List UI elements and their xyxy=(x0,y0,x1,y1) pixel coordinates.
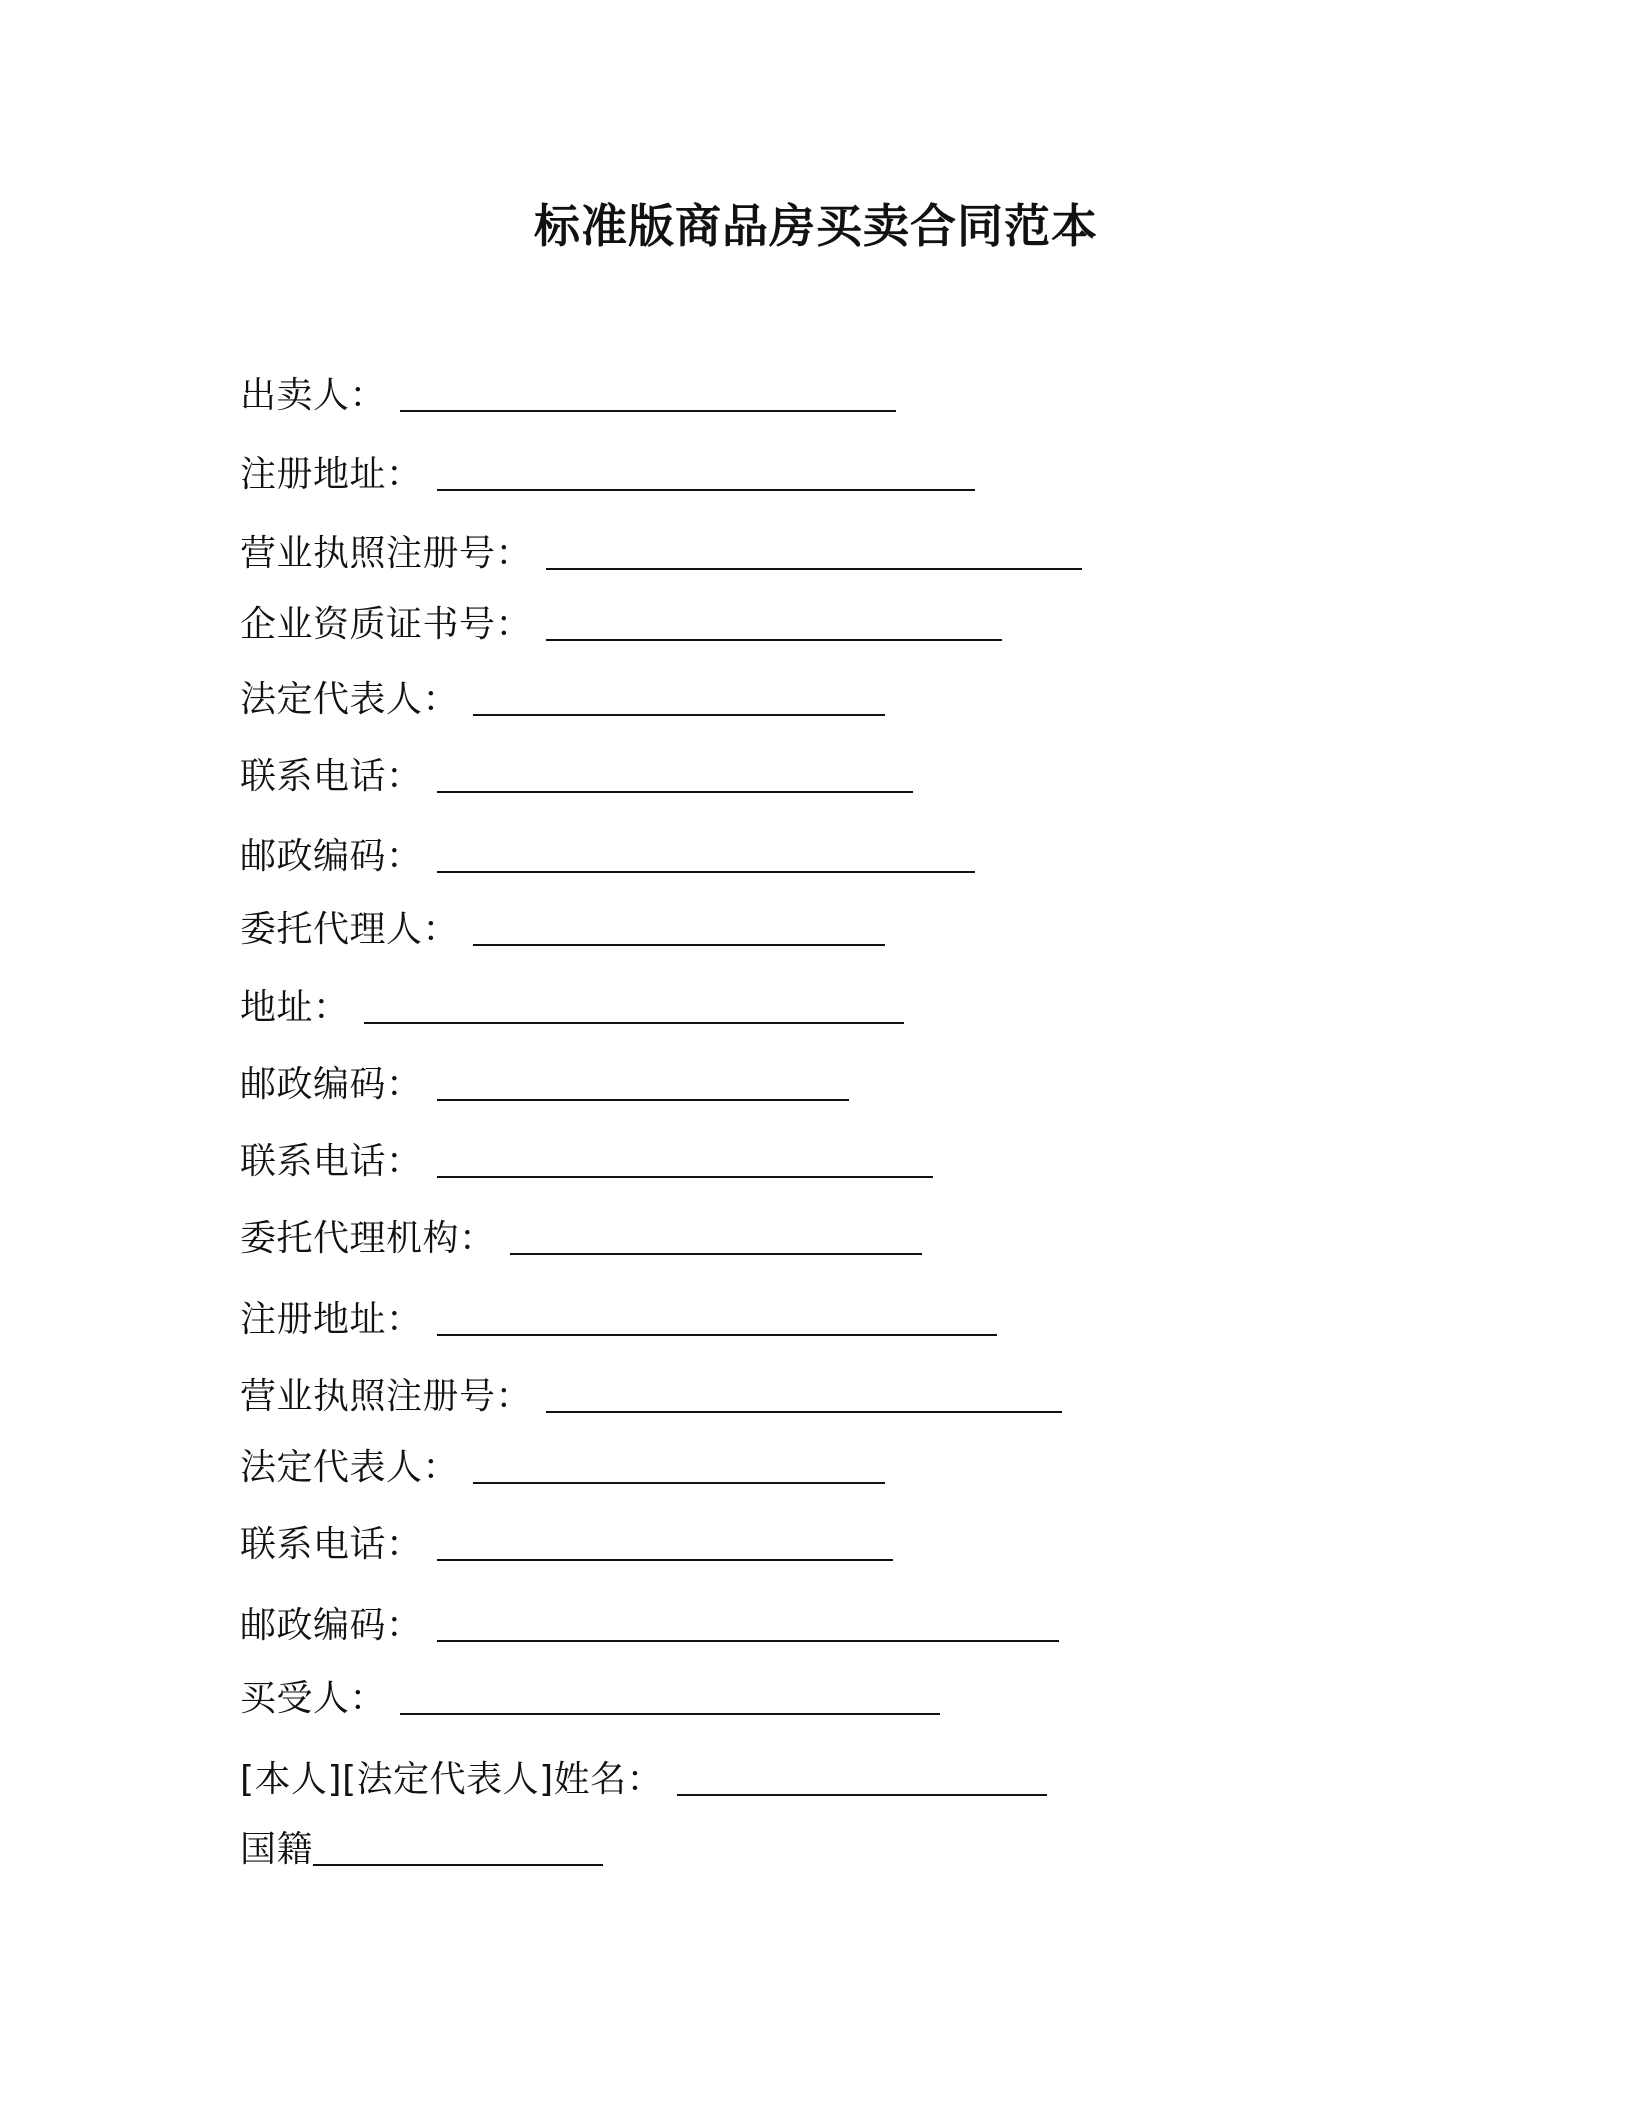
buyer-name-blank[interactable] xyxy=(677,1794,1047,1796)
nationality-blank[interactable] xyxy=(313,1864,603,1866)
agency-postcode-blank[interactable] xyxy=(437,1640,1059,1642)
agency-legal-rep-label: 法定代表人： xyxy=(240,1447,460,1488)
nationality-field xyxy=(240,1822,603,1876)
buyer-name-label: [本人][法定代表人]姓名： xyxy=(240,1759,664,1800)
seller-agent-blank[interactable] xyxy=(473,944,885,946)
agency-registered-address-field xyxy=(240,1292,997,1346)
buyer-label: 买受人： xyxy=(240,1678,387,1719)
seller-qualification-cert-field xyxy=(240,597,1002,651)
seller-registered-address-field xyxy=(240,447,975,501)
seller-legal-rep-label: 法定代表人： xyxy=(240,679,460,720)
agent-postcode-blank[interactable] xyxy=(437,1099,849,1101)
buyer-name-field xyxy=(240,1752,1047,1806)
seller-business-license-field xyxy=(240,526,1082,580)
seller-field xyxy=(240,368,896,422)
seller-registered-address-label: 注册地址： xyxy=(240,454,423,495)
seller-blank[interactable] xyxy=(400,410,896,412)
agency-registered-address-blank[interactable] xyxy=(437,1334,997,1336)
agency-business-license-field xyxy=(240,1369,1062,1423)
seller-legal-rep-blank[interactable] xyxy=(473,714,885,716)
agency-phone-label: 联系电话： xyxy=(240,1524,423,1565)
document-title: 标准版商品房买卖合同范本 xyxy=(534,199,1098,253)
agent-phone-blank[interactable] xyxy=(437,1176,933,1178)
seller-business-license-label: 营业执照注册号： xyxy=(240,533,533,574)
buyer-blank[interactable] xyxy=(400,1713,940,1715)
seller-agent-label: 委托代理人： xyxy=(240,909,460,950)
seller-qualification-cert-label: 企业资质证书号： xyxy=(240,604,533,645)
agent-address-field xyxy=(240,980,904,1034)
agency-legal-rep-field xyxy=(240,1440,885,1494)
agency-business-license-label: 营业执照注册号： xyxy=(240,1376,533,1417)
agency-blank[interactable] xyxy=(510,1253,922,1255)
agent-address-label: 地址： xyxy=(240,987,350,1028)
agency-registered-address-label: 注册地址： xyxy=(240,1299,423,1340)
seller-label: 出卖人： xyxy=(240,375,387,416)
agency-phone-field xyxy=(240,1517,893,1571)
seller-phone-label: 联系电话： xyxy=(240,756,423,797)
agency-label: 委托代理机构： xyxy=(240,1218,496,1259)
nationality-label: 国籍 xyxy=(240,1829,314,1870)
agency-business-license-blank[interactable] xyxy=(546,1411,1062,1413)
seller-postcode-label: 邮政编码： xyxy=(240,836,423,877)
seller-phone-field xyxy=(240,749,913,803)
agency-postcode-field xyxy=(240,1598,1059,1652)
agent-postcode-label: 邮政编码： xyxy=(240,1064,423,1105)
agent-phone-label: 联系电话： xyxy=(240,1141,423,1182)
seller-qualification-cert-blank[interactable] xyxy=(546,639,1002,641)
seller-registered-address-blank[interactable] xyxy=(437,489,975,491)
seller-legal-rep-field xyxy=(240,672,885,726)
agent-phone-field xyxy=(240,1134,933,1188)
seller-agent-field xyxy=(240,902,885,956)
seller-phone-blank[interactable] xyxy=(437,791,913,793)
agency-phone-blank[interactable] xyxy=(437,1559,893,1561)
buyer-field xyxy=(240,1671,940,1725)
agency-postcode-label: 邮政编码： xyxy=(240,1605,423,1646)
agency-field xyxy=(240,1211,922,1265)
agent-address-blank[interactable] xyxy=(364,1022,904,1024)
seller-business-license-blank[interactable] xyxy=(546,568,1082,570)
agency-legal-rep-blank[interactable] xyxy=(473,1482,885,1484)
agent-postcode-field xyxy=(240,1057,849,1111)
seller-postcode-blank[interactable] xyxy=(437,871,975,873)
seller-postcode-field xyxy=(240,829,975,883)
